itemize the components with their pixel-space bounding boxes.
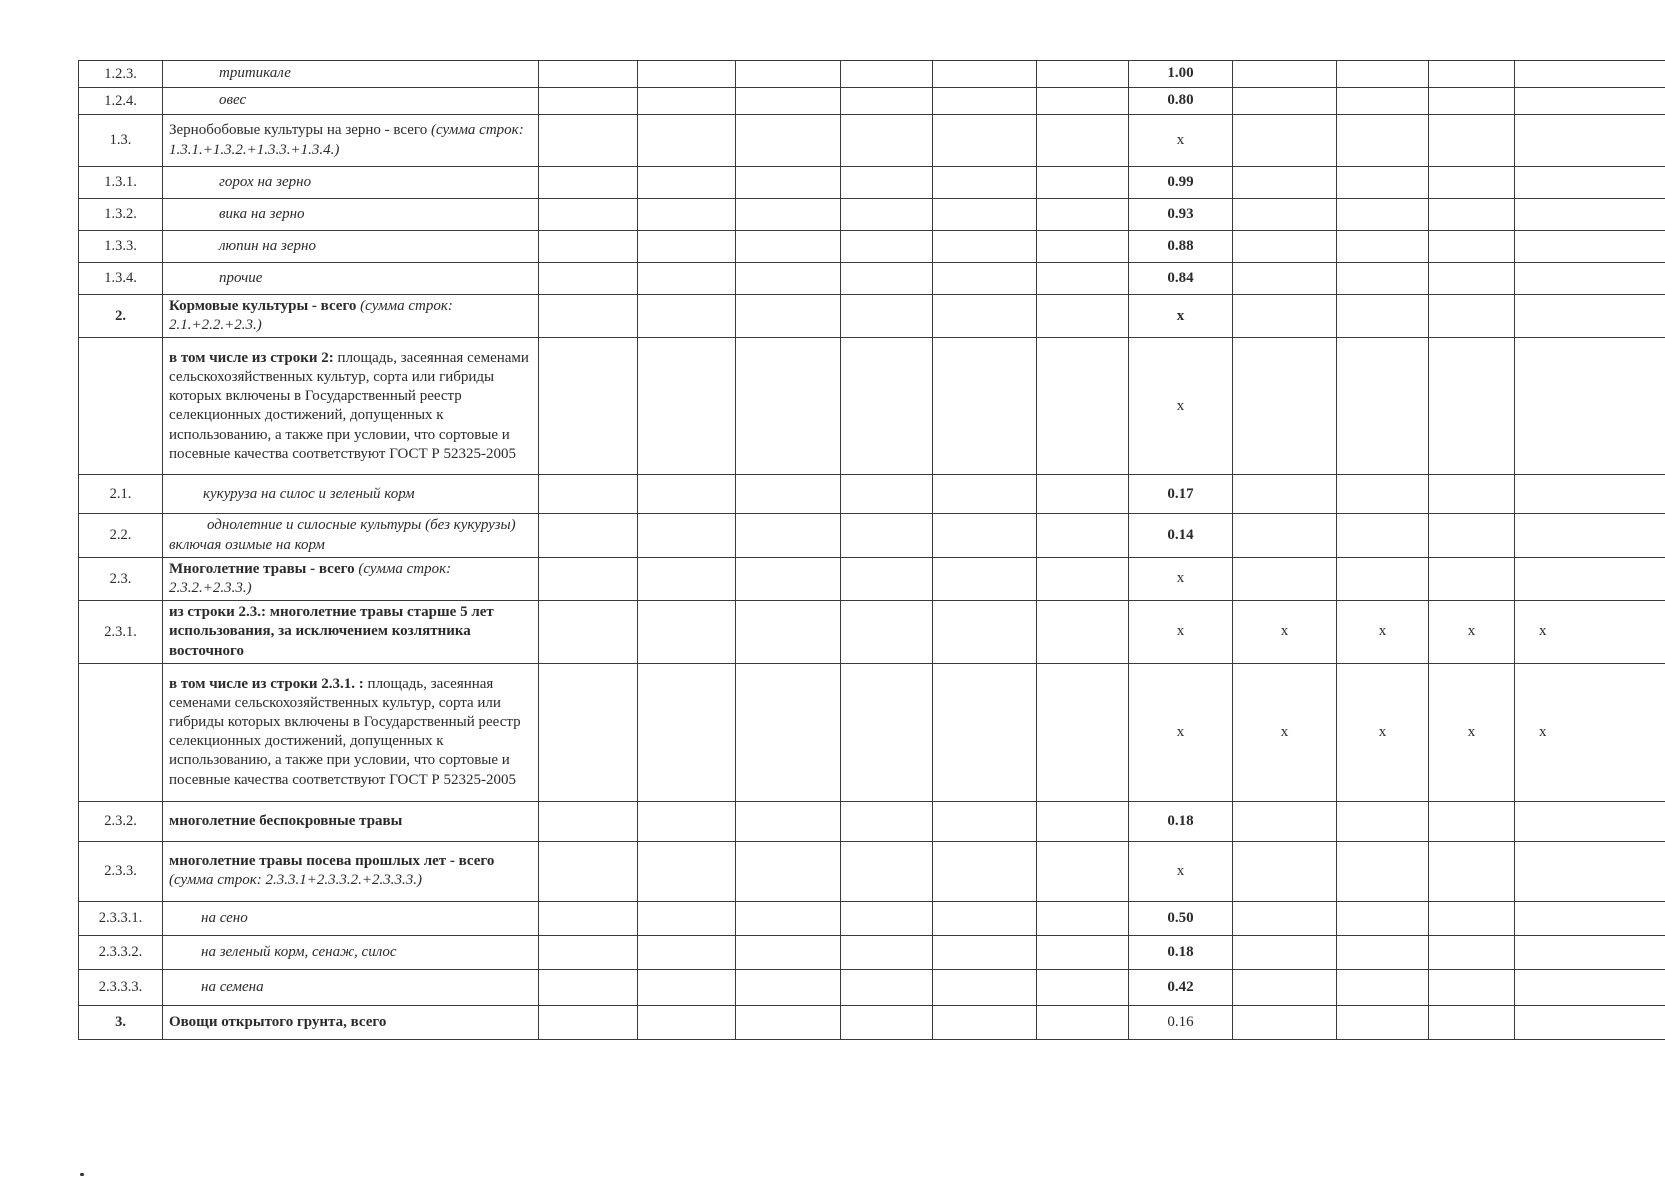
x-mark: x bbox=[1515, 663, 1665, 801]
table-row bbox=[79, 514, 1665, 557]
table-row bbox=[79, 167, 1665, 199]
row-name bbox=[163, 295, 539, 338]
x-mark: x bbox=[1233, 601, 1337, 664]
crop-coefficient-table bbox=[78, 60, 1665, 1040]
coefficient-value: 0.88 bbox=[1129, 231, 1233, 263]
row-name bbox=[163, 115, 539, 167]
coefficient-value: 0.17 bbox=[1129, 475, 1233, 514]
row-name: из строки 2.3.: многолетние травы старше 5 лет использования, за исключением козлятника восточного bbox=[163, 601, 539, 664]
row-number: 2.1. bbox=[79, 475, 163, 514]
table-row bbox=[79, 61, 1665, 88]
coefficient-value: 0.93 bbox=[1129, 199, 1233, 231]
row-name bbox=[163, 557, 539, 600]
row-name: кукуруза на силос и зеленый корм bbox=[163, 475, 539, 514]
x-mark: x bbox=[1515, 601, 1665, 664]
table-row bbox=[79, 841, 1665, 901]
table-row bbox=[79, 88, 1665, 115]
row-name: вика на зерно bbox=[163, 199, 539, 231]
table-row bbox=[79, 557, 1665, 600]
row-number: 1.3.4. bbox=[79, 263, 163, 295]
coefficient-value: 1.00 bbox=[1129, 61, 1233, 88]
row-number: 2.3.2. bbox=[79, 801, 163, 841]
row-number: 2. bbox=[79, 295, 163, 338]
row-name: прочие bbox=[163, 263, 539, 295]
table-row bbox=[79, 338, 1665, 475]
coefficient-value: 0.42 bbox=[1129, 969, 1233, 1005]
row-name: многолетние беспокровные травы bbox=[163, 801, 539, 841]
coefficient-value: x bbox=[1129, 557, 1233, 600]
table-row bbox=[79, 199, 1665, 231]
row-name: на сено bbox=[163, 901, 539, 935]
row-number: 2.3.3.3. bbox=[79, 969, 163, 1005]
row-name-main: в том числе из строки 2: bbox=[169, 349, 338, 366]
coefficient-value: 0.16 bbox=[1129, 1005, 1233, 1039]
row-name: люпин на зерно bbox=[163, 231, 539, 263]
table-row bbox=[79, 295, 1665, 338]
coefficient-value: 0.84 bbox=[1129, 263, 1233, 295]
row-name-note: (сумма строк: 1.3.1.+1.3.2.+1.3.3.+1.3.4.) bbox=[169, 122, 524, 158]
row-name-main: Кормовые культуры - всего bbox=[169, 298, 361, 314]
row-name: однолетние и силосные культуры (без кукурузы) включая озимые на корм bbox=[163, 514, 539, 557]
table-row bbox=[79, 901, 1665, 935]
row-name: горох на зерно bbox=[163, 167, 539, 199]
row-name-main: Многолетние травы - всего bbox=[169, 560, 359, 577]
table-row bbox=[79, 475, 1665, 514]
row-number: 1.2.4. bbox=[79, 88, 163, 115]
row-name: на зеленый корм, сенаж, силос bbox=[163, 935, 539, 969]
row-name-note: (сумма строк: 2.3.3.1+2.3.3.2.+2.3.3.3.) bbox=[169, 872, 422, 889]
x-mark: x bbox=[1429, 601, 1515, 664]
row-name-note: (сумма строк: 2.3.2.+2.3.3.) bbox=[169, 560, 452, 596]
row-name: тритикале bbox=[163, 61, 539, 88]
row-number: 2.3.3.2. bbox=[79, 935, 163, 969]
table-row bbox=[79, 231, 1665, 263]
row-name-note: (сумма строк: 2.1.+2.2.+2.3.) bbox=[169, 298, 453, 334]
scan-speck bbox=[80, 1173, 84, 1176]
table-row bbox=[79, 935, 1665, 969]
row-name bbox=[163, 663, 539, 801]
row-number: 2.2. bbox=[79, 514, 163, 557]
row-name: на семена bbox=[163, 969, 539, 1005]
x-mark: x bbox=[1337, 601, 1429, 664]
row-number: 1.3.1. bbox=[79, 167, 163, 199]
x-mark: x bbox=[1233, 663, 1337, 801]
row-name: Овощи открытого грунта, всего bbox=[163, 1005, 539, 1039]
table-row bbox=[79, 115, 1665, 167]
coefficient-value: 0.18 bbox=[1129, 935, 1233, 969]
table-row bbox=[79, 1005, 1665, 1039]
row-name: овес bbox=[163, 88, 539, 115]
row-name bbox=[163, 841, 539, 901]
coefficient-value: 0.50 bbox=[1129, 901, 1233, 935]
row-name-rest: площадь, засеянная семенами сельскохозяйственных культур, сорта или гибриды которых включены в Государственный реестр селекционных достижений, допущенных к использованию, а также при условии, что сортовые и посевные качества соответствуют ГОСТ Р 52325-2005 bbox=[169, 349, 529, 462]
coefficient-value: x bbox=[1129, 115, 1233, 167]
coefficient-value: x bbox=[1129, 601, 1233, 664]
x-mark: x bbox=[1337, 663, 1429, 801]
row-number: 2.3. bbox=[79, 557, 163, 600]
coefficient-value: x bbox=[1129, 338, 1233, 475]
row-name-main: многолетние травы посева прошлых лет - всего bbox=[169, 853, 495, 869]
row-number: 3. bbox=[79, 1005, 163, 1039]
table-row bbox=[79, 601, 1665, 664]
row-number: 2.3.3. bbox=[79, 841, 163, 901]
row-name-rest: площадь, засеянная семенами сельскохозяйственных культур, сорта или гибриды которых включены в Государственный реестр селекционных достижений, допущенных к использованию, а также при условии, что сортовые и посевные качества соответствуют ГОСТ Р 52325-2005 bbox=[169, 675, 521, 788]
table-row bbox=[79, 801, 1665, 841]
coefficient-value: x bbox=[1129, 663, 1233, 801]
x-mark: x bbox=[1429, 663, 1515, 801]
coefficient-value: x bbox=[1129, 295, 1233, 338]
row-number: 1.3.2. bbox=[79, 199, 163, 231]
row-name bbox=[163, 338, 539, 475]
coefficient-value: 0.99 bbox=[1129, 167, 1233, 199]
row-number bbox=[79, 663, 163, 801]
row-number: 1.3. bbox=[79, 115, 163, 167]
row-number: 2.3.1. bbox=[79, 601, 163, 664]
coefficient-value: 0.14 bbox=[1129, 514, 1233, 557]
coefficient-value: 0.18 bbox=[1129, 801, 1233, 841]
table-row bbox=[79, 263, 1665, 295]
table-row bbox=[79, 663, 1665, 801]
row-name-main: Зернобобовые культуры на зерно - всего bbox=[169, 122, 431, 139]
row-number: 2.3.3.1. bbox=[79, 901, 163, 935]
row-number: 1.3.3. bbox=[79, 231, 163, 263]
coefficient-value: x bbox=[1129, 841, 1233, 901]
table-row bbox=[79, 969, 1665, 1005]
coefficient-value: 0.80 bbox=[1129, 88, 1233, 115]
row-name-main: в том числе из строки 2.3.1. : bbox=[169, 675, 368, 692]
row-number: 1.2.3. bbox=[79, 61, 163, 88]
row-number bbox=[79, 338, 163, 475]
